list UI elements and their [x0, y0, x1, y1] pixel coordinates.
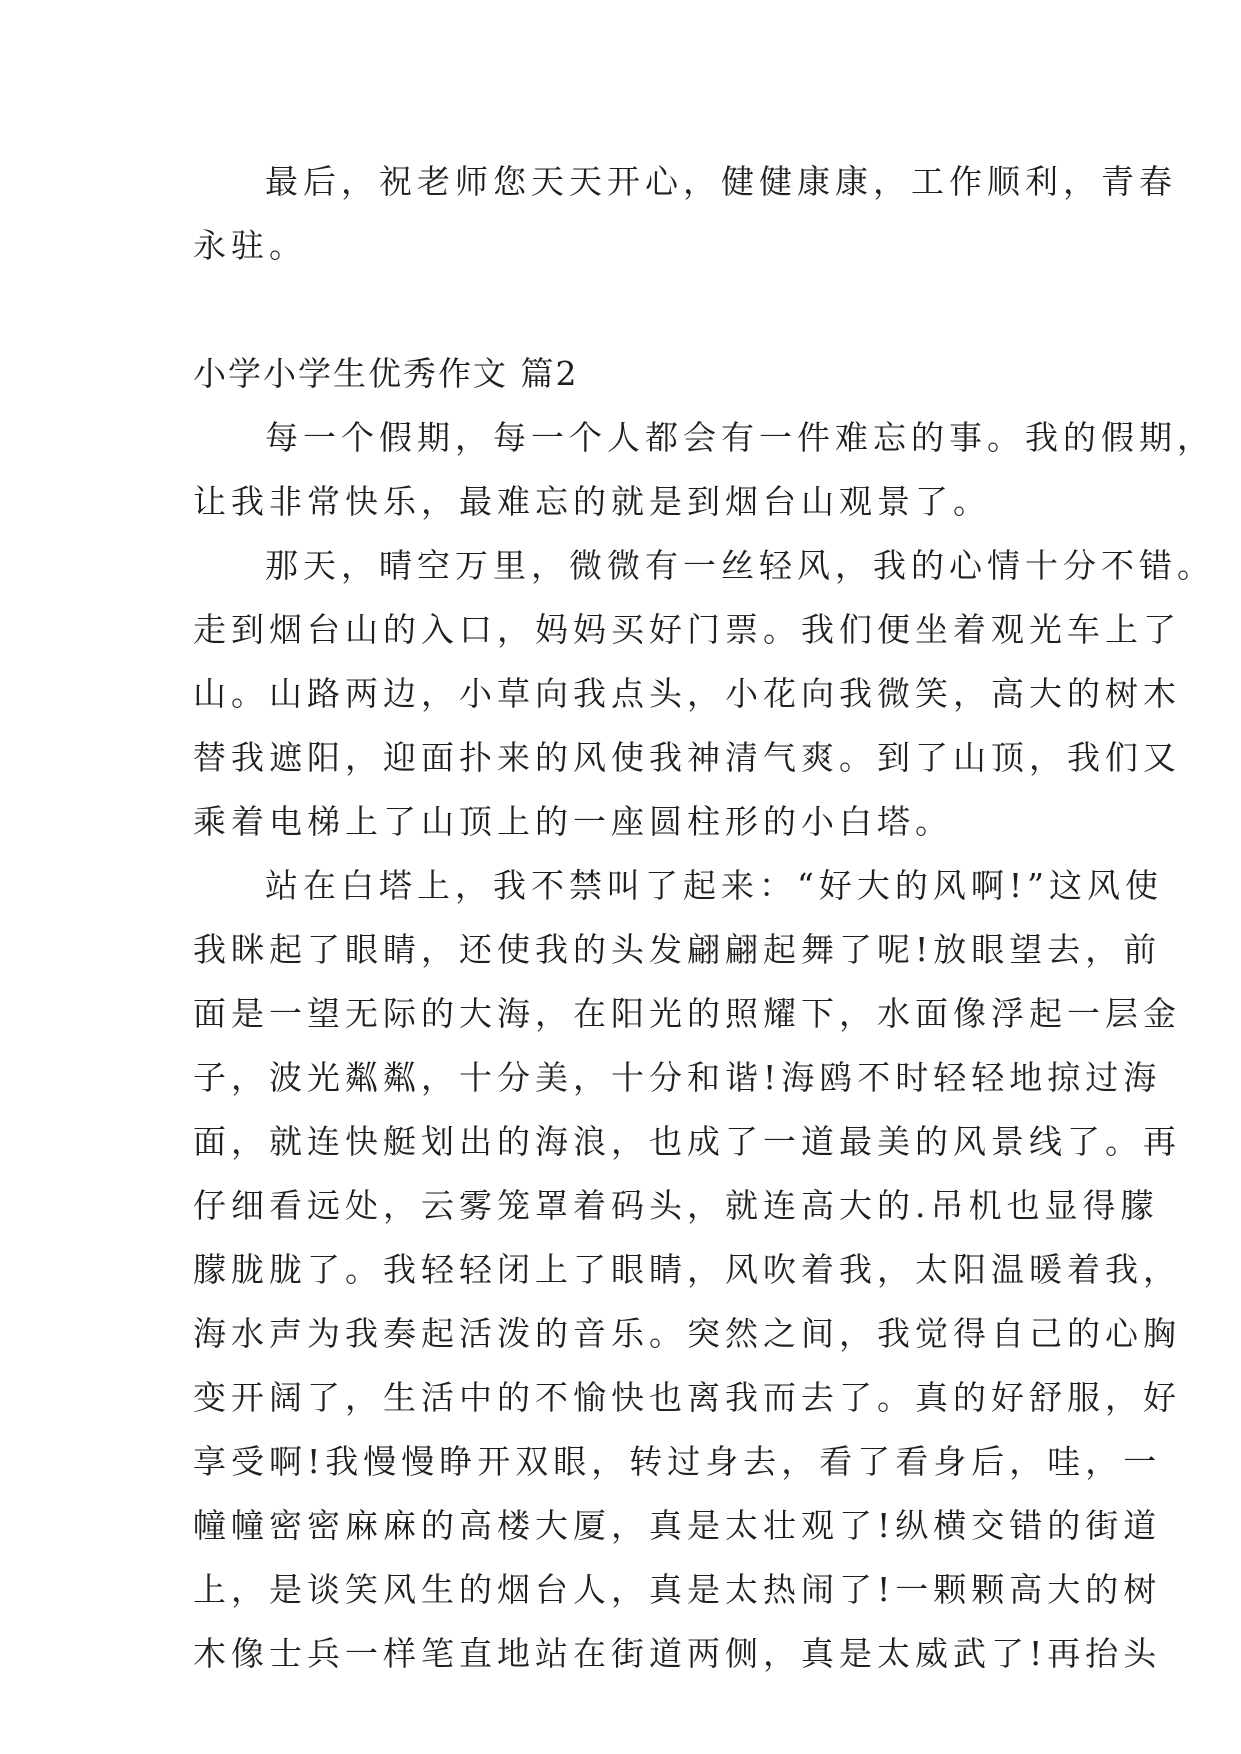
- text-line: 享受啊!我慢慢睁开双眼，转过身去，看了看身后，哇，一: [193, 1442, 1162, 1481]
- text-line: 走到烟台山的入口，妈妈买好门票。我们便坐着观光车上了: [193, 610, 1181, 649]
- text-line: 我眯起了眼睛，还使我的头发翩翩起舞了呢!放眼望去，前: [193, 930, 1162, 969]
- text-line: 山。山路两边，小草向我点头，小花向我微笑，高大的树木: [193, 674, 1181, 713]
- section-title: 小学小学生优秀作文 篇2: [193, 354, 579, 393]
- paragraph-3: [193, 854, 1181, 1686]
- text-line: 让我非常快乐，最难忘的就是到烟台山观景了。: [193, 482, 991, 521]
- text-line: 海水声为我奏起活泼的音乐。突然之间，我觉得自己的心胸: [193, 1314, 1181, 1353]
- paragraph-2: [193, 534, 1215, 854]
- text-line: 站在白塔上，我不禁叫了起来：“好大的风啊!”这风使: [265, 866, 1164, 905]
- text-line: 面是一望无际的大海，在阳光的照耀下，水面像浮起一层金: [193, 994, 1181, 1033]
- text-line: 仔细看远处，云雾笼罩着码头，就连高大的.吊机也显得朦: [193, 1186, 1159, 1225]
- text-line: 替我遮阳，迎面扑来的风使我神清气爽。到了山顶，我们又: [193, 738, 1181, 777]
- text-line: 上，是谈笑风生的烟台人，真是太热闹了!一颗颗高大的树: [193, 1570, 1162, 1609]
- text-line: 变开阔了，生活中的不愉快也离我而去了。真的好舒服，好: [193, 1378, 1181, 1417]
- text-line: 子，波光粼粼，十分美，十分和谐!海鸥不时轻轻地掠过海: [193, 1058, 1162, 1097]
- text-line: 永驻。: [193, 226, 307, 265]
- text-line: 木像士兵一样笔直地站在街道两侧，真是太威武了!再抬头: [193, 1634, 1162, 1673]
- text-line: 每一个假期，每一个人都会有一件难忘的事。我的假期，: [265, 418, 1215, 457]
- text-line: 幢幢密密麻麻的高楼大厦，真是太壮观了!纵横交错的街道: [193, 1506, 1162, 1545]
- text-line: 乘着电梯上了山顶上的一座圆柱形的小白塔。: [193, 802, 953, 841]
- text-line: 那天，晴空万里，微微有一丝轻风，我的心情十分不错。: [265, 546, 1215, 585]
- text-line: 朦胧胧了。我轻轻闭上了眼睛，风吹着我，太阳温暖着我，: [193, 1250, 1181, 1289]
- closing-paragraph: [193, 150, 1177, 278]
- text-line: 面，就连快艇划出的海浪，也成了一道最美的风景线了。再: [193, 1122, 1181, 1161]
- document-page: [193, 150, 1215, 1686]
- paragraph-1: [193, 406, 1215, 534]
- text-line: 最后，祝老师您天天开心，健健康康，工作顺利，青春: [265, 162, 1177, 201]
